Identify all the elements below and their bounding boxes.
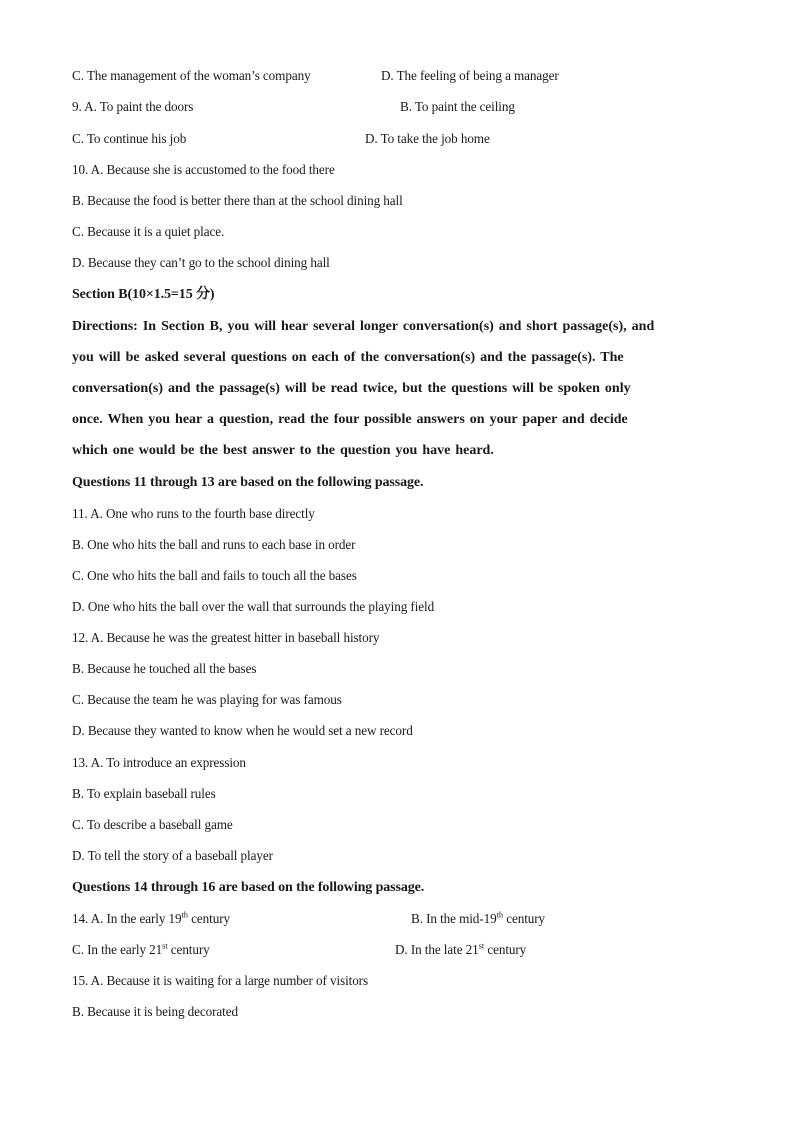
q14a-sup: th (181, 909, 188, 920)
q11-option-a: 11. A. One who runs to the fourth base directly (72, 506, 315, 521)
q14b-suffix: century (503, 911, 546, 926)
q12-option-c: C. Because the team he was playing for was famous (72, 692, 342, 707)
q15-option-a: 15. A. Because it is waiting for a large number of visitors (72, 973, 369, 988)
directions-line: conversation(s) and the passage(s) will be read twice, but the questions will be spoken only (72, 381, 631, 396)
q12-option-b: B. Because he touched all the bases (72, 661, 257, 676)
group1-heading: Questions 11 through 13 are based on the following passage. (72, 475, 424, 490)
q14b-text: B. In the mid-19 (411, 911, 497, 926)
q13-option-a: 13. A. To introduce an expression (72, 755, 246, 770)
section-b-title: Section B(10×1.5=15 分) (72, 287, 215, 302)
directions-line: once. When you hear a question, read the four possible answers on your paper and decide (72, 412, 628, 427)
q14a-text: 14. A. In the early 19 (72, 911, 182, 926)
directions-line: you will be asked several questions on each of the conversation(s) and the passage(s). The (72, 350, 624, 365)
q12-option-d: D. Because they wanted to know when he would set a new record (72, 723, 413, 738)
q14-option-b (411, 911, 545, 927)
directions-line: Directions: In Section B, you will hear several longer conversation(s) and short passage(s), and (72, 319, 655, 334)
q8-option-c: C. The management of the woman’s company (72, 68, 311, 83)
q14-option-d (395, 942, 526, 958)
q9-option-a: 9. A. To paint the doors (72, 99, 194, 114)
q10-option-a: 10. A. Because she is accustomed to the food there (72, 162, 335, 177)
q9-option-b: B. To paint the ceiling (400, 99, 515, 114)
q10-option-b: B. Because the food is better there than at the school dining hall (72, 193, 403, 208)
q14-option-a (72, 911, 230, 927)
q12-option-a: 12. A. Because he was the greatest hitter in baseball history (72, 630, 380, 645)
q14c-text: C. In the early 21 (72, 942, 163, 957)
q11-option-d: D. One who hits the ball over the wall that surrounds the playing field (72, 599, 435, 614)
q14c-suffix: century (167, 942, 210, 957)
q14a-suffix: century (187, 911, 230, 926)
q14c-sup: st (162, 940, 168, 951)
q13-option-c: C. To describe a baseball game (72, 817, 233, 832)
q14d-sup: st (478, 940, 485, 951)
q9-option-d: D. To take the job home (365, 131, 490, 146)
section-b-directions (72, 311, 722, 466)
q10-option-d: D. Because they can’t go to the school dining hall (72, 255, 330, 270)
q14b-sup: th (496, 909, 503, 920)
group2-heading: Questions 14 through 16 are based on the following passage. (72, 880, 425, 895)
q10-option-c: C. Because it is a quiet place. (72, 224, 225, 239)
q13-option-d: D. To tell the story of a baseball player (72, 848, 273, 863)
q13-option-b: B. To explain baseball rules (72, 786, 216, 801)
q14-option-c (72, 942, 210, 958)
q14d-text: D. In the late 21 (395, 942, 479, 957)
q8-option-d: D. The feeling of being a manager (381, 68, 559, 83)
directions-line: which one would be the best answer to the question you have heard. (72, 443, 494, 458)
q11-option-b: B. One who hits the ball and runs to each base in order (72, 537, 356, 552)
q15-option-b: B. Because it is being decorated (72, 1004, 238, 1019)
q14d-suffix: century (484, 942, 527, 957)
q11-option-c: C. One who hits the ball and fails to touch all the bases (72, 568, 357, 583)
q9-option-c: C. To continue his job (72, 131, 187, 146)
